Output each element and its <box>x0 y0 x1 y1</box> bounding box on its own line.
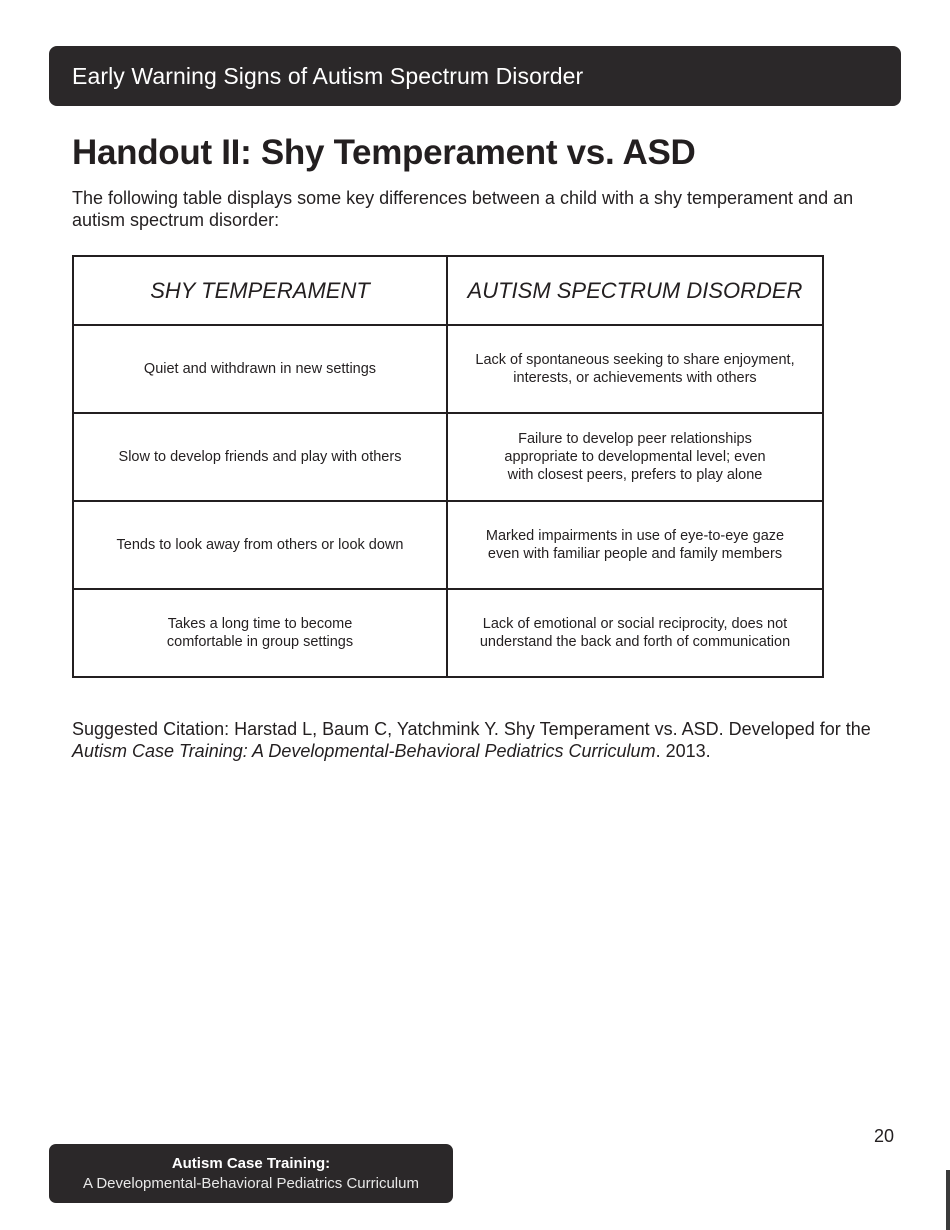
page-number: 20 <box>873 1126 894 1146</box>
footer-box <box>49 1144 453 1203</box>
cell-line: interests, or achievements with others <box>513 370 757 386</box>
footer-subtitle: A Developmental-Behavioral Pediatrics Curriculum <box>83 1175 419 1192</box>
header-title: Early Warning Signs of Autism Spectrum Disorder <box>72 62 584 89</box>
page-edge-mark <box>946 1170 950 1230</box>
page-title: Handout II: Shy Temperament vs. ASD <box>72 133 696 172</box>
column-header-asd: AUTISM SPECTRUM DISORDER <box>447 256 823 325</box>
citation-suffix: . 2013. <box>655 741 711 761</box>
shy-cell <box>73 325 447 413</box>
shy-cell <box>73 501 447 589</box>
cell-line: Lack of emotional or social reciprocity, does not <box>482 616 788 632</box>
cell-line: Marked impairments in use of eye-to-eye gaze <box>485 528 785 544</box>
shy-cell <box>73 589 447 677</box>
cell-line: comfortable in group settings <box>166 634 354 650</box>
cell-line: even with familiar people and family members <box>487 546 783 562</box>
cell-line: Quiet and withdrawn in new settings <box>143 361 377 377</box>
cell-line: Takes a long time to become <box>167 616 353 632</box>
shy-cell <box>73 413 447 501</box>
cell-line: appropriate to developmental level; even <box>504 449 766 465</box>
citation <box>72 718 892 762</box>
asd-cell <box>447 589 823 677</box>
column-header-shy: SHY TEMPERAMENT <box>73 256 447 325</box>
table-row <box>73 589 823 677</box>
comparison-table <box>72 255 824 678</box>
cell-line: with closest peers, prefers to play alone <box>507 467 763 483</box>
intro-paragraph: The following table displays some key differences between a child with a shy temperament and an autism spectrum disorder: <box>72 188 854 230</box>
header-bar <box>49 46 901 106</box>
asd-cell <box>447 325 823 413</box>
cell-line: Tends to look away from others or look down <box>116 537 404 553</box>
table-header-row <box>73 256 823 325</box>
asd-cell <box>447 413 823 501</box>
table-row <box>73 413 823 501</box>
footer-title: Autism Case Training: <box>171 1155 331 1172</box>
table-row <box>73 501 823 589</box>
cell-line: Failure to develop peer relationships <box>518 431 752 447</box>
asd-cell <box>447 501 823 589</box>
citation-prefix: Suggested Citation: Harstad L, Baum C, Yatchmink Y. Shy Temperament vs. ASD. Developed for the <box>72 719 871 739</box>
cell-line: Slow to develop friends and play with others <box>118 449 402 465</box>
citation-title: Autism Case Training: A Developmental-Behavioral Pediatrics Curriculum <box>72 741 656 761</box>
cell-line: understand the back and forth of communication <box>479 634 791 650</box>
table-row <box>73 325 823 413</box>
cell-line: Lack of spontaneous seeking to share enjoyment, <box>475 352 795 368</box>
